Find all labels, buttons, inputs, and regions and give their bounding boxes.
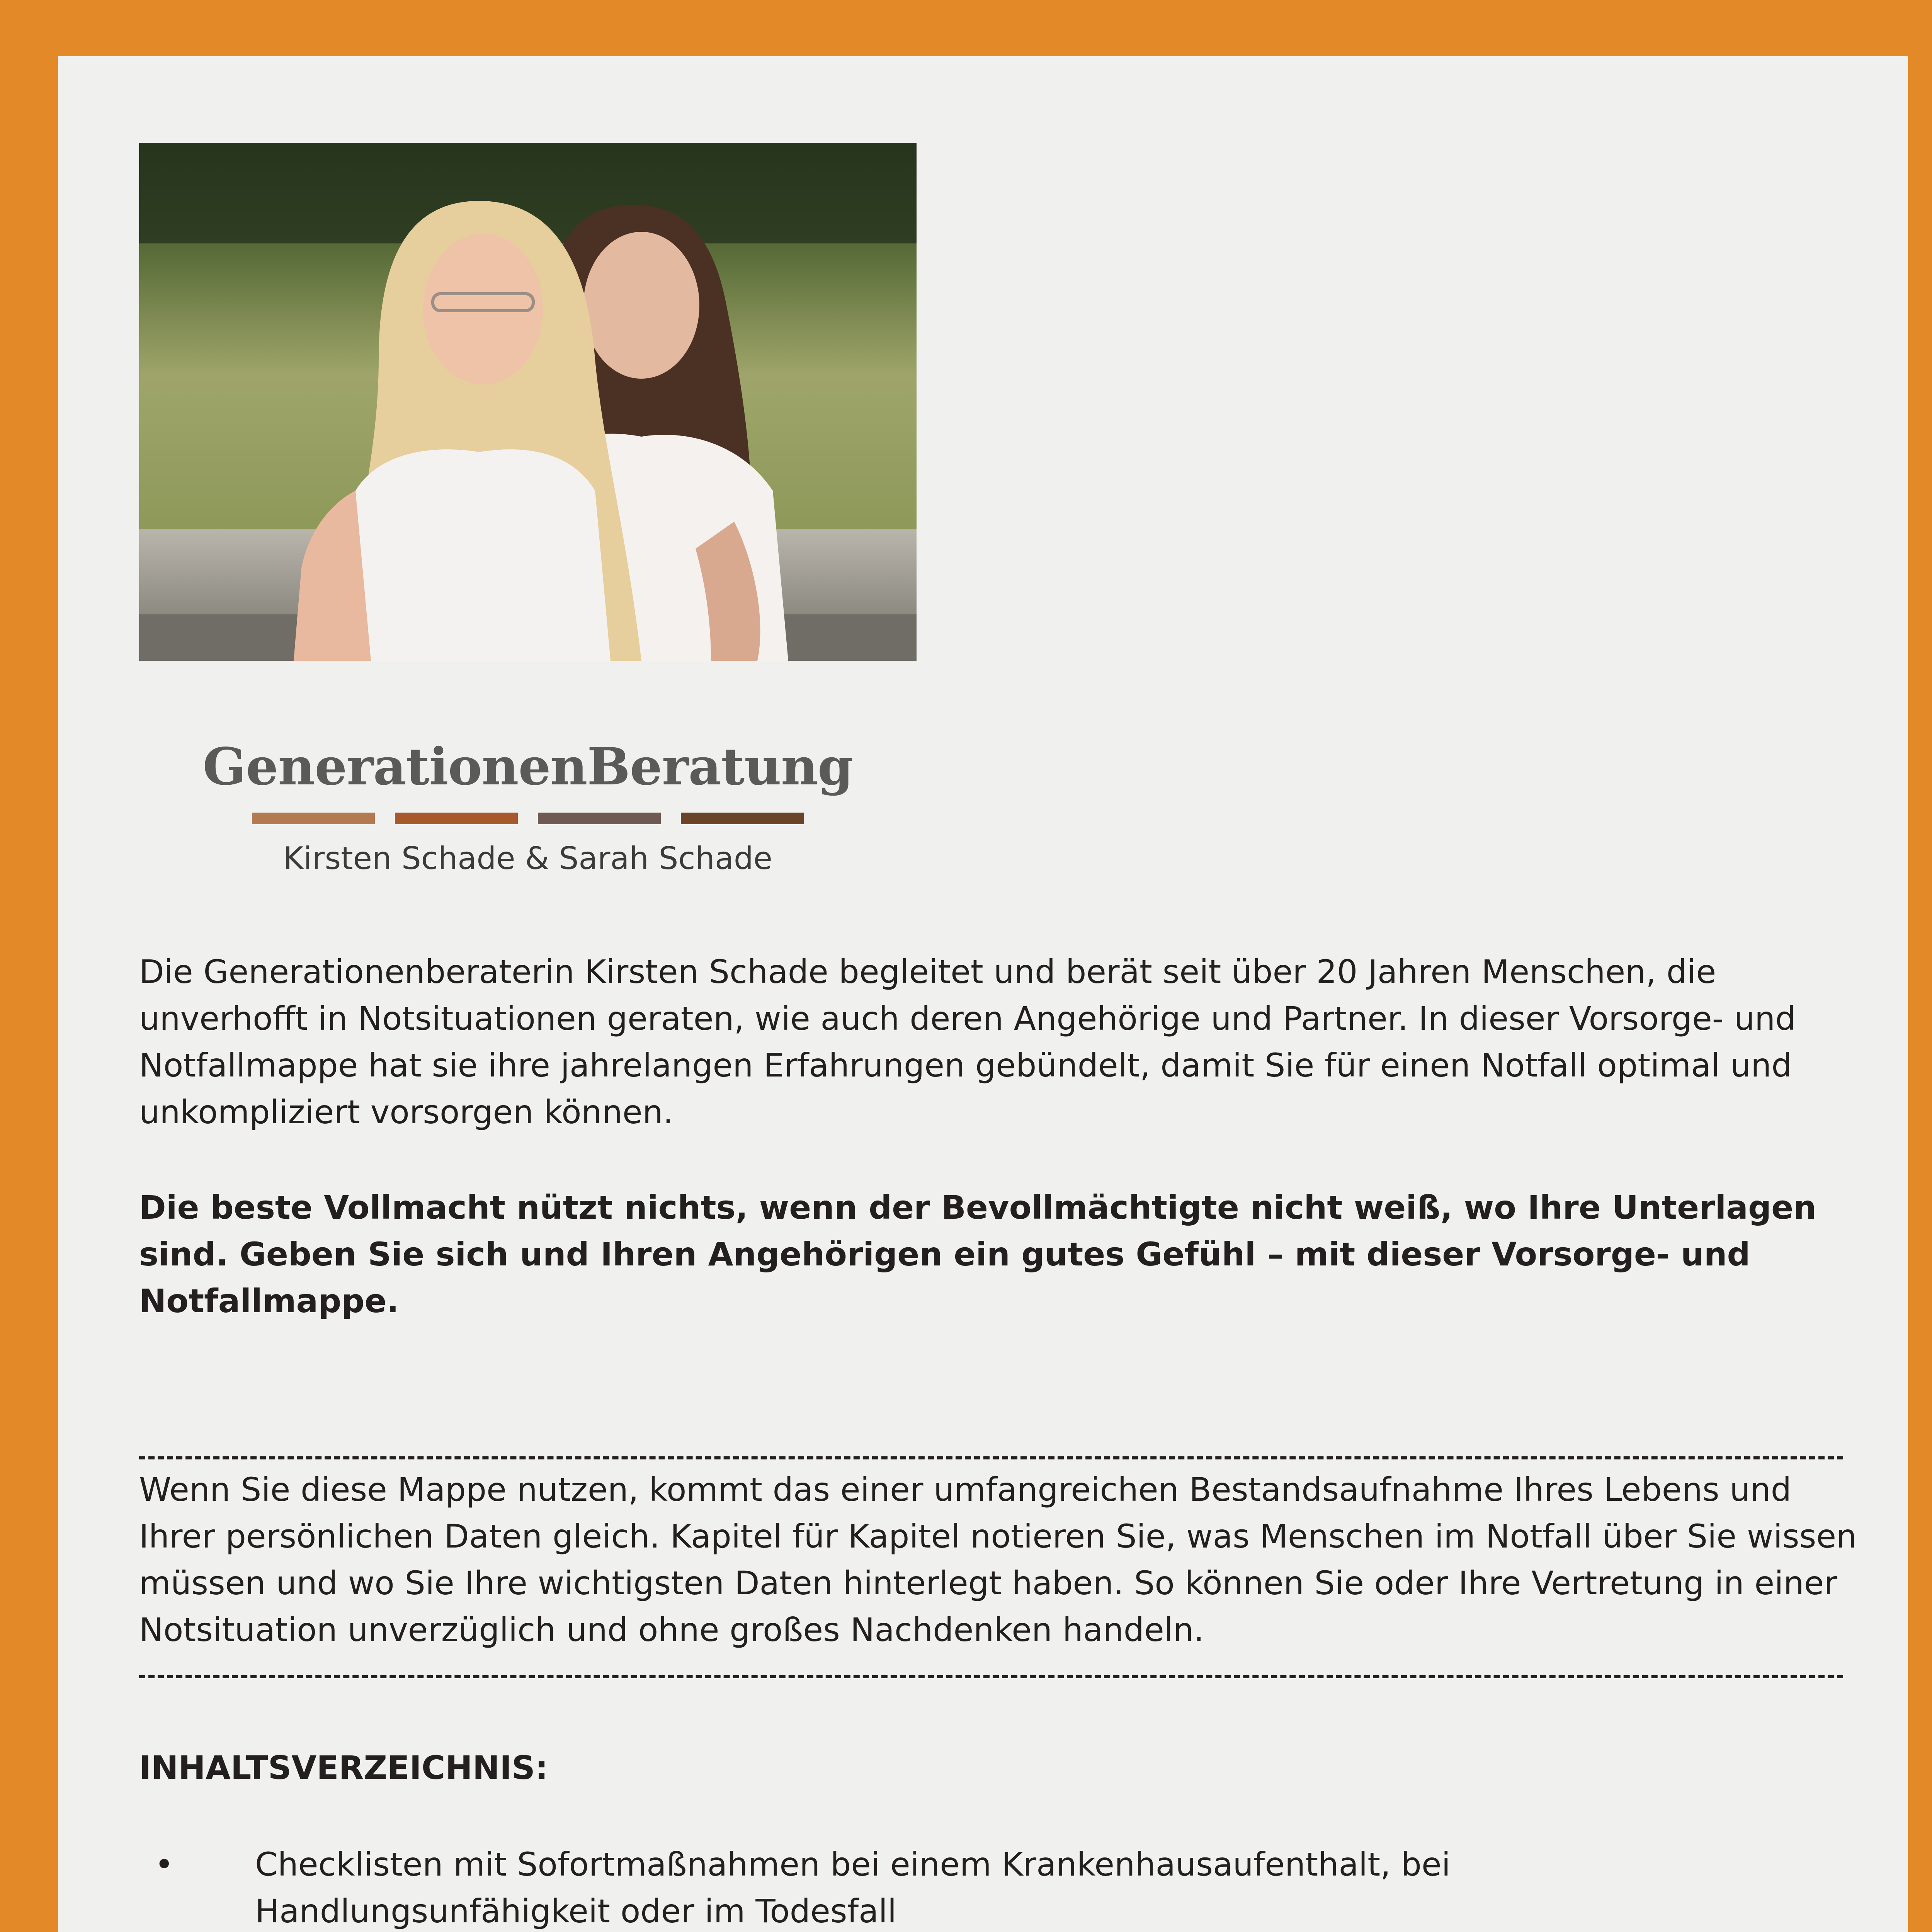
back-cover-page (58, 56, 1908, 1932)
brand-color-bars (139, 813, 917, 824)
brand-bar-2 (395, 813, 518, 824)
brand-bar-1 (252, 813, 375, 824)
dashed-divider-top (139, 1456, 1843, 1459)
claim-paragraph: Die beste Vollmacht nützt nichts, wenn der Bevollmächtigte nicht weiß, wo Ihre Unterlagen sind. Geben Sie sich und Ihren Angehörigen ein gutes Gefühl – mit dieser Vorsorge- und Notfallmappe. (139, 1189, 1816, 1320)
intro-paragraph: Die Generationenberaterin Kirsten Schade begleitet und berät seit über 20 Jahren Menschen, die unverhofft in Notsituationen geraten, wie auch deren Angehörige und Partner. In dieser Vorsorge- und Notfallmappe hat sie ihre jahrelangen Erfahrungen gebündelt, damit Sie für einen Notfall optimal und unkompliziert vorsorgen können. (139, 953, 1796, 1131)
brand-title: GenerationenBeratung (202, 737, 853, 797)
dashed-divider-bottom (139, 1675, 1843, 1678)
toc-list (139, 1841, 1685, 1932)
brand-logo (139, 663, 917, 876)
photo-illustration (139, 143, 917, 661)
photo-of-authors (139, 143, 917, 661)
brand-bar-3 (538, 813, 661, 824)
toc-heading: INHALTSVERZEICHNIS: (139, 1749, 548, 1787)
mappe-description: Wenn Sie diese Mappe nutzen, kommt das einer umfangreichen Bestandsaufnahme Ihres Lebens und Ihrer persönlichen Daten gleich. Kapitel für Kapitel notieren Sie, was Menschen im Notfall über Sie wissen müssen und wo Sie Ihre wichtigsten Daten hinterlegt haben. So können Sie oder Ihre Vertretung in einer Notsituation unverzüglich und ohne großes Nachdenken handeln. (139, 1471, 1857, 1649)
brand-subtitle: Kirsten Schade & Sarah Schade (283, 840, 773, 876)
toc-item: • Checklisten mit Sofortmaßnahmen bei einem Krankenhausaufenthalt, bei Handlungsunfähigkeit oder im Todesfall (139, 1841, 1685, 1932)
brand-bar-4 (681, 813, 804, 824)
